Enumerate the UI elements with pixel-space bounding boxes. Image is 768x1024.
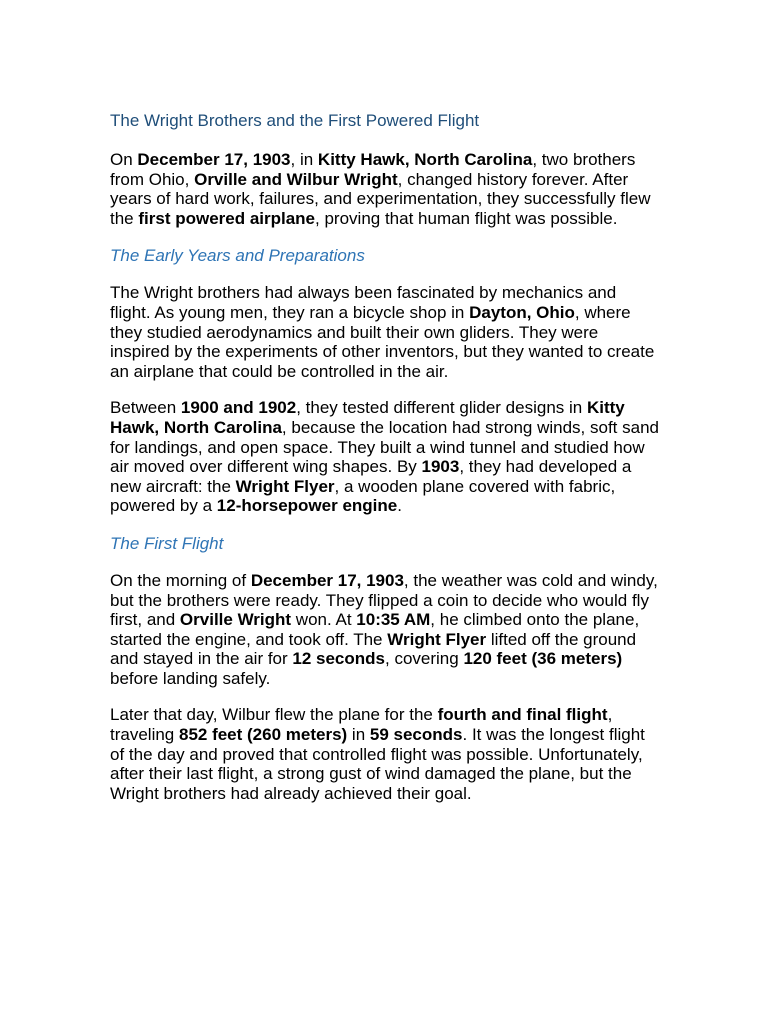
bold-run: 1900 and 1902: [180, 398, 297, 418]
bold-run: Orville and Wilbur Wright: [194, 169, 398, 189]
text-run: , where they studied aerodynamics and built their own gliders. They were inspired by the experiments of other inventors, but they wanted to create an airplane that could be controlled in the air.: [110, 302, 655, 381]
bold-run: 12 seconds: [292, 649, 385, 669]
text-run: , they had developed a new aircraft: the: [110, 457, 632, 496]
text-run: in: [347, 725, 370, 745]
bold-run: December 17, 1903: [137, 150, 291, 169]
text-run: , proving that human flight was possible.: [315, 208, 618, 228]
bold-run: 59 seconds: [369, 725, 463, 745]
text-run: . It was the longest flight of the day and proved that controlled flight was possible. Unfortunately, after their last flight, a strong gust of wind damaged the plane, but the Wright brothers had already achieved their goal.: [110, 725, 645, 803]
text-run: , in: [290, 150, 318, 169]
document-title: The Wright Brothers and the First Powered Flight: [110, 111, 480, 130]
bold-run: fourth and final flight: [437, 705, 608, 725]
text-run: , the weather was cold and windy, but the brothers were ready. They flipped a coin to decide who would fly first, and: [110, 570, 658, 630]
first-flight-paragraph-1: [110, 571, 660, 689]
early-years-paragraph-2: [110, 398, 660, 516]
text-run: Later that day, Wilbur flew the plane for the: [110, 705, 438, 725]
text-run: The Wright brothers had always been fascinated by mechanics and flight. As young men, they ran a bicycle shop in: [110, 283, 617, 322]
section-heading-first-flight: The First Flight: [110, 533, 224, 553]
bold-run: Wright Flyer: [387, 629, 487, 649]
bold-run: 1903: [421, 457, 460, 477]
bold-run: Wright Flyer: [235, 476, 335, 496]
text-run: .: [397, 496, 402, 516]
text-run: , two brothers from Ohio,: [110, 150, 636, 189]
section-heading-early-years: The Early Years and Preparations: [110, 246, 365, 266]
bold-run: 852 feet (260 meters): [178, 725, 348, 745]
text-run: On: [110, 150, 138, 169]
bold-run: December 17, 1903: [250, 570, 404, 590]
bold-run: Kitty Hawk, North Carolina: [110, 398, 625, 437]
text-run: lifted off the ground and stayed in the air for: [110, 629, 637, 669]
text-run: , a wooden plane covered with fabric, powered by a: [110, 476, 616, 516]
text-run: , changed history forever. After years of hard work, failures, and experimentation, they successfully flew the: [110, 169, 651, 228]
intro-paragraph: [110, 150, 660, 228]
text-run: On the morning of: [110, 570, 251, 590]
document-page: [110, 110, 660, 820]
bold-run: Dayton, Ohio: [469, 302, 575, 322]
bold-run: Orville Wright: [179, 610, 292, 630]
first-flight-paragraph-2: [110, 705, 660, 803]
bold-run: Kitty Hawk, North Carolina: [317, 150, 533, 169]
text-run: , he climbed onto the plane, started the engine, and took off. The: [110, 610, 640, 649]
text-run: , traveling: [110, 705, 613, 745]
text-run: , covering: [385, 649, 464, 669]
bold-run: first powered airplane: [138, 208, 316, 228]
text-run: , they tested different glider designs in: [296, 398, 587, 418]
text-run: won. At: [291, 610, 357, 630]
bold-run: 12-horsepower engine: [216, 496, 398, 516]
text-run: , because the location had strong winds, soft sand for landings, and open space. They built a wind tunnel and studied how air moved over different wing shapes. By: [110, 417, 659, 477]
bold-run: 10:35 AM: [356, 610, 431, 630]
early-years-paragraph-1: [110, 283, 660, 381]
bold-run: 120 feet (36 meters): [463, 649, 623, 669]
text-run: before landing safely.: [110, 668, 271, 688]
text-run: Between: [110, 398, 181, 418]
